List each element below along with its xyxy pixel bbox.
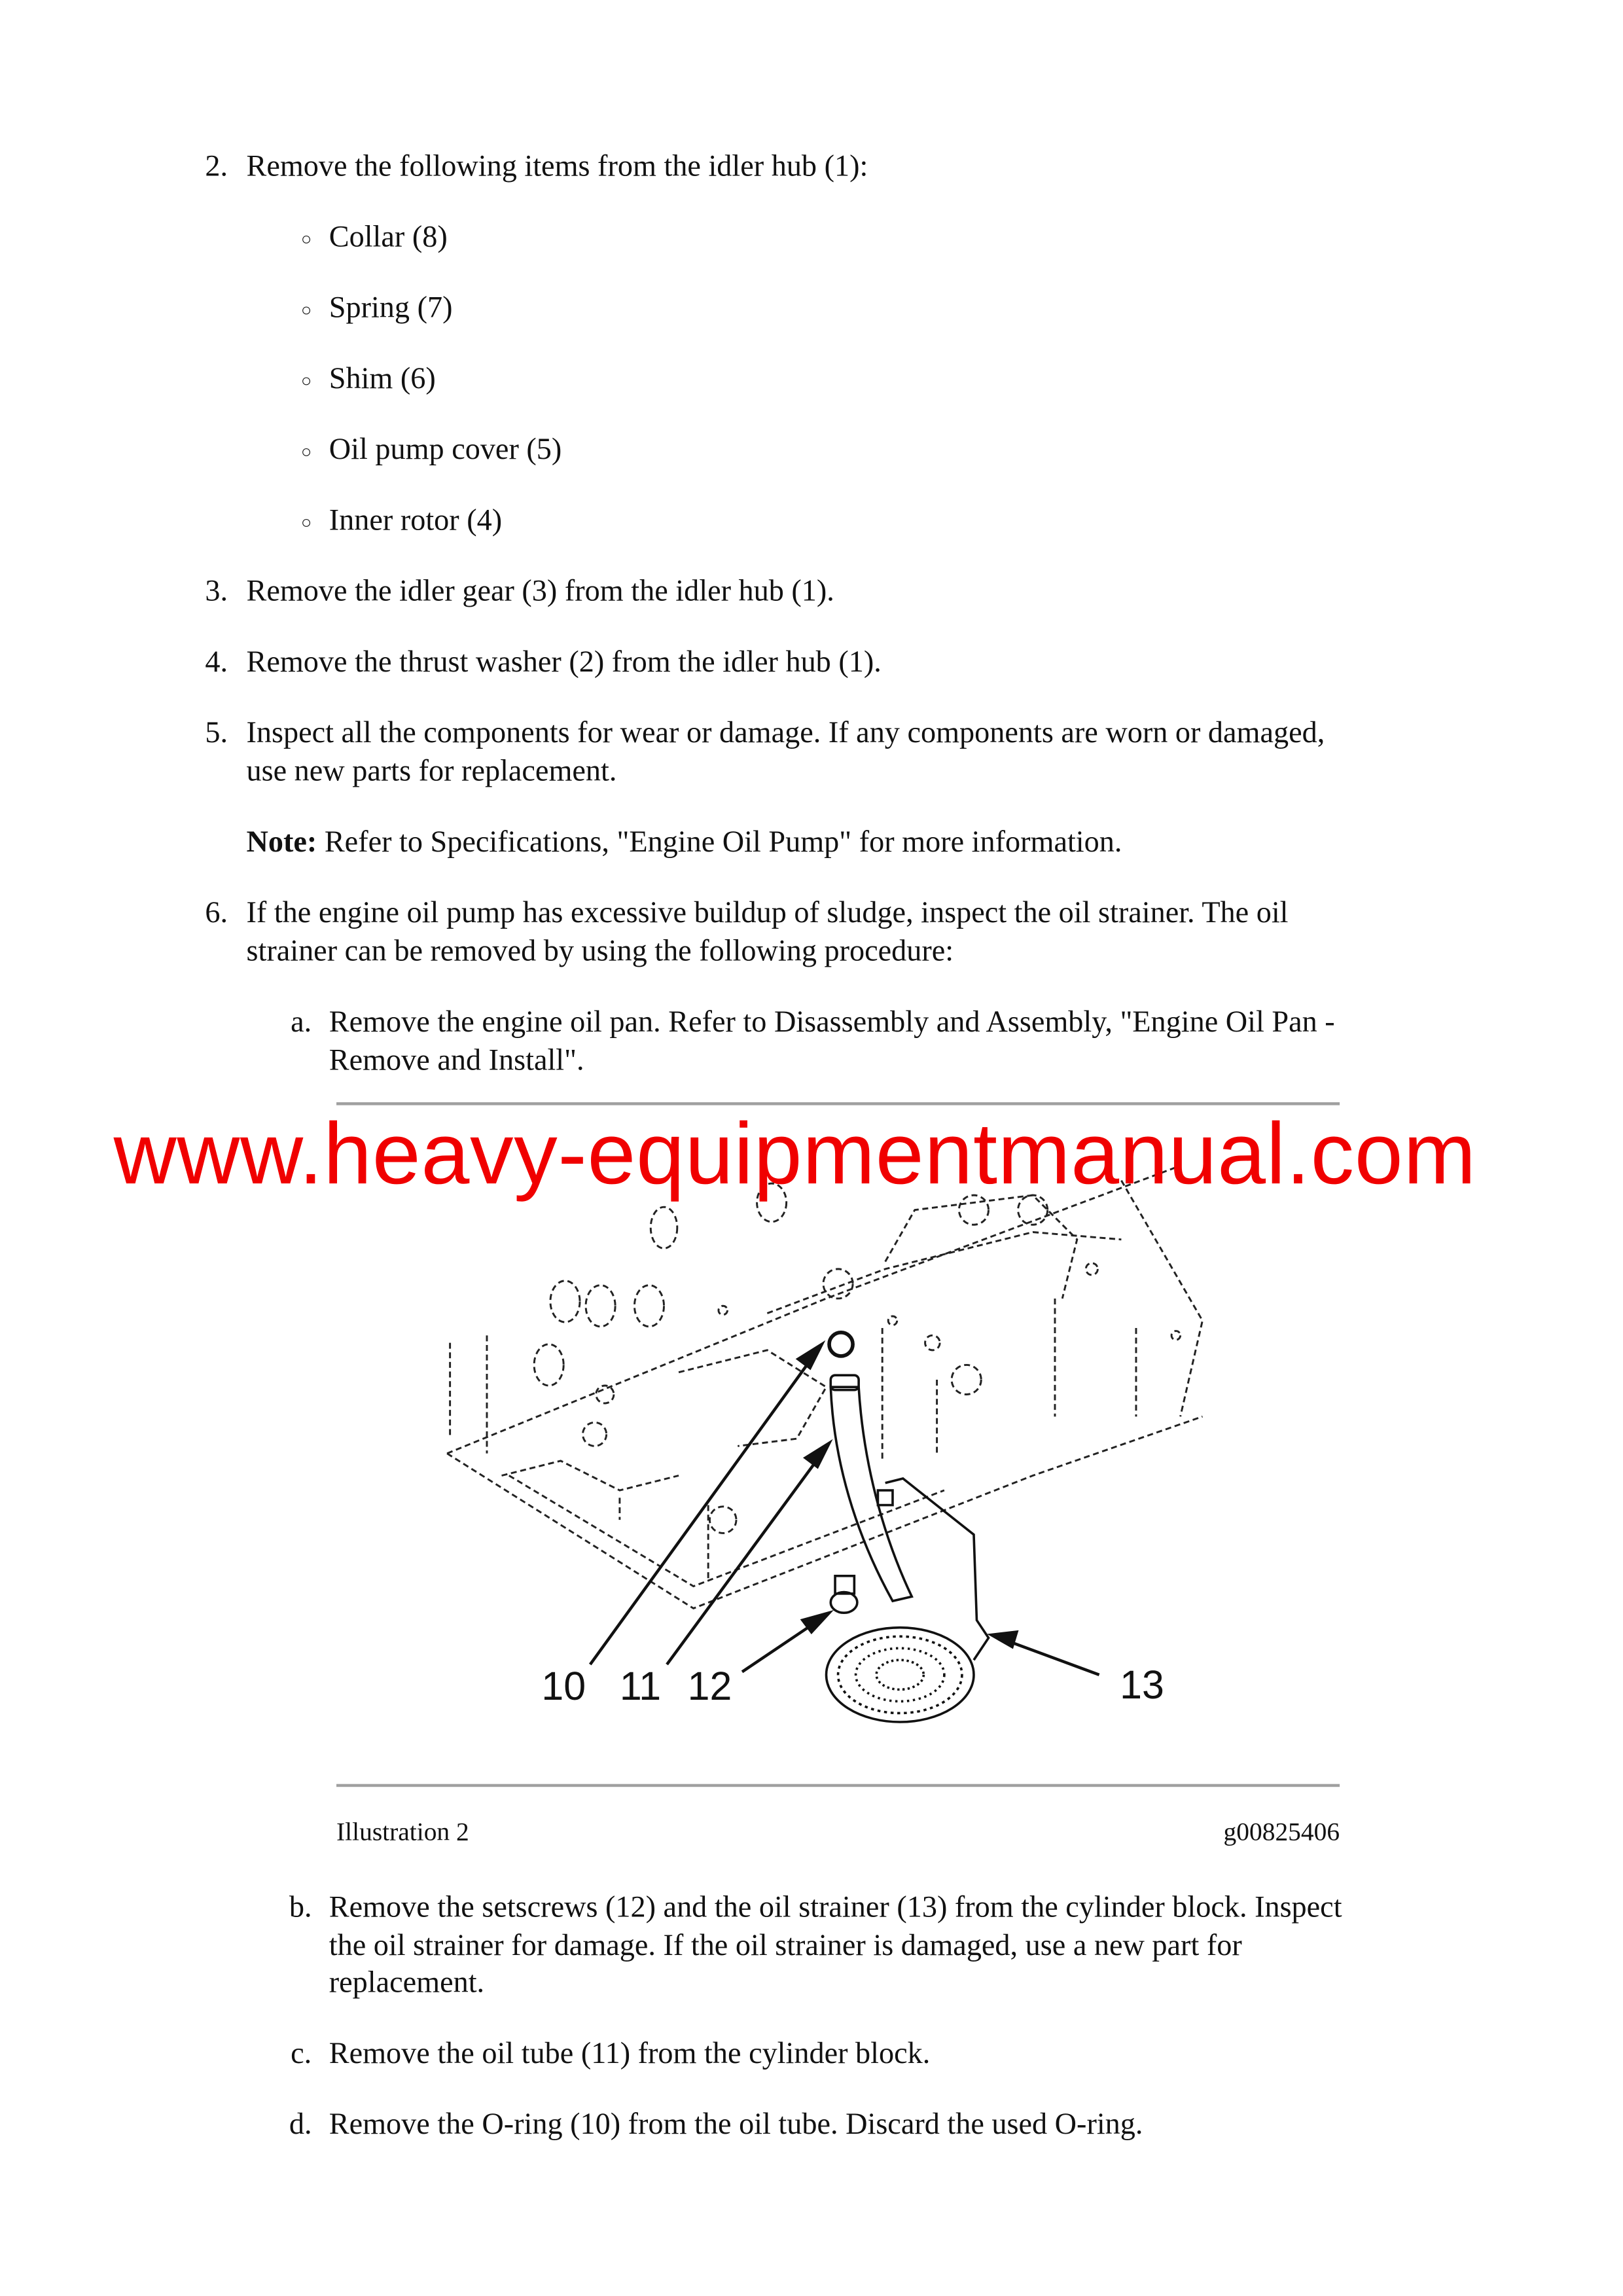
cylinder-block-drawing	[447, 1166, 1202, 1608]
substep-letter: d.	[289, 2108, 312, 2142]
strainer	[827, 1628, 974, 1722]
list-item: Collar (8)	[329, 221, 448, 254]
list-item: Inner rotor (4)	[329, 505, 503, 537]
step-text: strainer can be removed by using the following procedure:	[246, 935, 954, 968]
bullet-icon: ○	[300, 512, 312, 533]
note-text: Refer to Specifications, "Engine Oil Pump" for more information.	[317, 826, 1122, 859]
list-item: Spring (7)	[329, 292, 453, 325]
bullet-icon: ○	[300, 441, 312, 462]
figure-bottom-rule	[336, 1784, 1340, 1787]
step-number: 2.	[205, 150, 228, 183]
step-text: Remove the idler gear (3) from the idler hub (1).	[246, 575, 834, 608]
substep-text: Remove the engine oil pan. Refer to Disassembly and Assembly, "Engine Oil Pan -	[329, 1006, 1335, 1039]
list-item: Oil pump cover (5)	[329, 433, 562, 467]
leader-lines	[590, 1344, 1099, 1675]
callout-11: 11	[619, 1664, 662, 1709]
step-text: Remove the following items from the idler hub (1):	[246, 150, 868, 183]
watermark: www.heavy-equipmentmanual.com	[113, 1105, 1476, 1203]
oil-tube-and-strainer	[827, 1333, 989, 1722]
callout-13: 13	[1120, 1662, 1164, 1707]
setscrew	[830, 1592, 857, 1613]
step-text: If the engine oil pump has excessive buildup of sludge, inspect the oil strainer. The oil	[246, 897, 1289, 930]
note-label: Note:	[246, 826, 317, 859]
substep-text: Remove and Install".	[329, 1045, 584, 1077]
bullet-icon: ○	[300, 228, 312, 250]
o-ring	[829, 1333, 853, 1356]
substep-letter: c.	[291, 2037, 312, 2071]
substep-text: replacement.	[329, 1967, 485, 2000]
callout-10: 10	[541, 1664, 586, 1709]
leader-13	[1003, 1640, 1099, 1675]
step-text: Remove the thrust washer (2) from the idler hub (1).	[246, 646, 882, 679]
substep-text: the oil strainer for damage. If the oil strainer is damaged, use a new part for	[329, 1929, 1242, 1963]
step-text: Inspect all the components for wear or damage. If any components are worn or damaged,	[246, 717, 1325, 750]
oil-tube	[830, 1387, 912, 1601]
figure-id: g00825406	[1223, 1816, 1340, 1846]
bullet-icon: ○	[300, 299, 312, 321]
step-number: 3.	[205, 575, 228, 608]
step-text: use new parts for replacement.	[246, 755, 617, 788]
substep-text: Remove the O-ring (10) from the oil tube. Discard the used O-ring.	[329, 2108, 1143, 2142]
list-item: Shim (6)	[329, 363, 436, 396]
step-number: 6.	[205, 897, 228, 930]
step-number: 5.	[205, 717, 228, 750]
callout-12: 12	[687, 1664, 732, 1709]
bullet-icon: ○	[300, 370, 312, 391]
step-number: 4.	[205, 646, 228, 679]
substep-text: Remove the oil tube (11) from the cylinder block.	[329, 2037, 931, 2071]
substep-letter: a.	[291, 1006, 312, 1039]
substep-letter: b.	[289, 1892, 312, 1924]
substep-text: Remove the setscrews (12) and the oil strainer (13) from the cylinder block. Inspect	[329, 1892, 1342, 1924]
figure-caption: Illustration 2	[336, 1816, 469, 1846]
